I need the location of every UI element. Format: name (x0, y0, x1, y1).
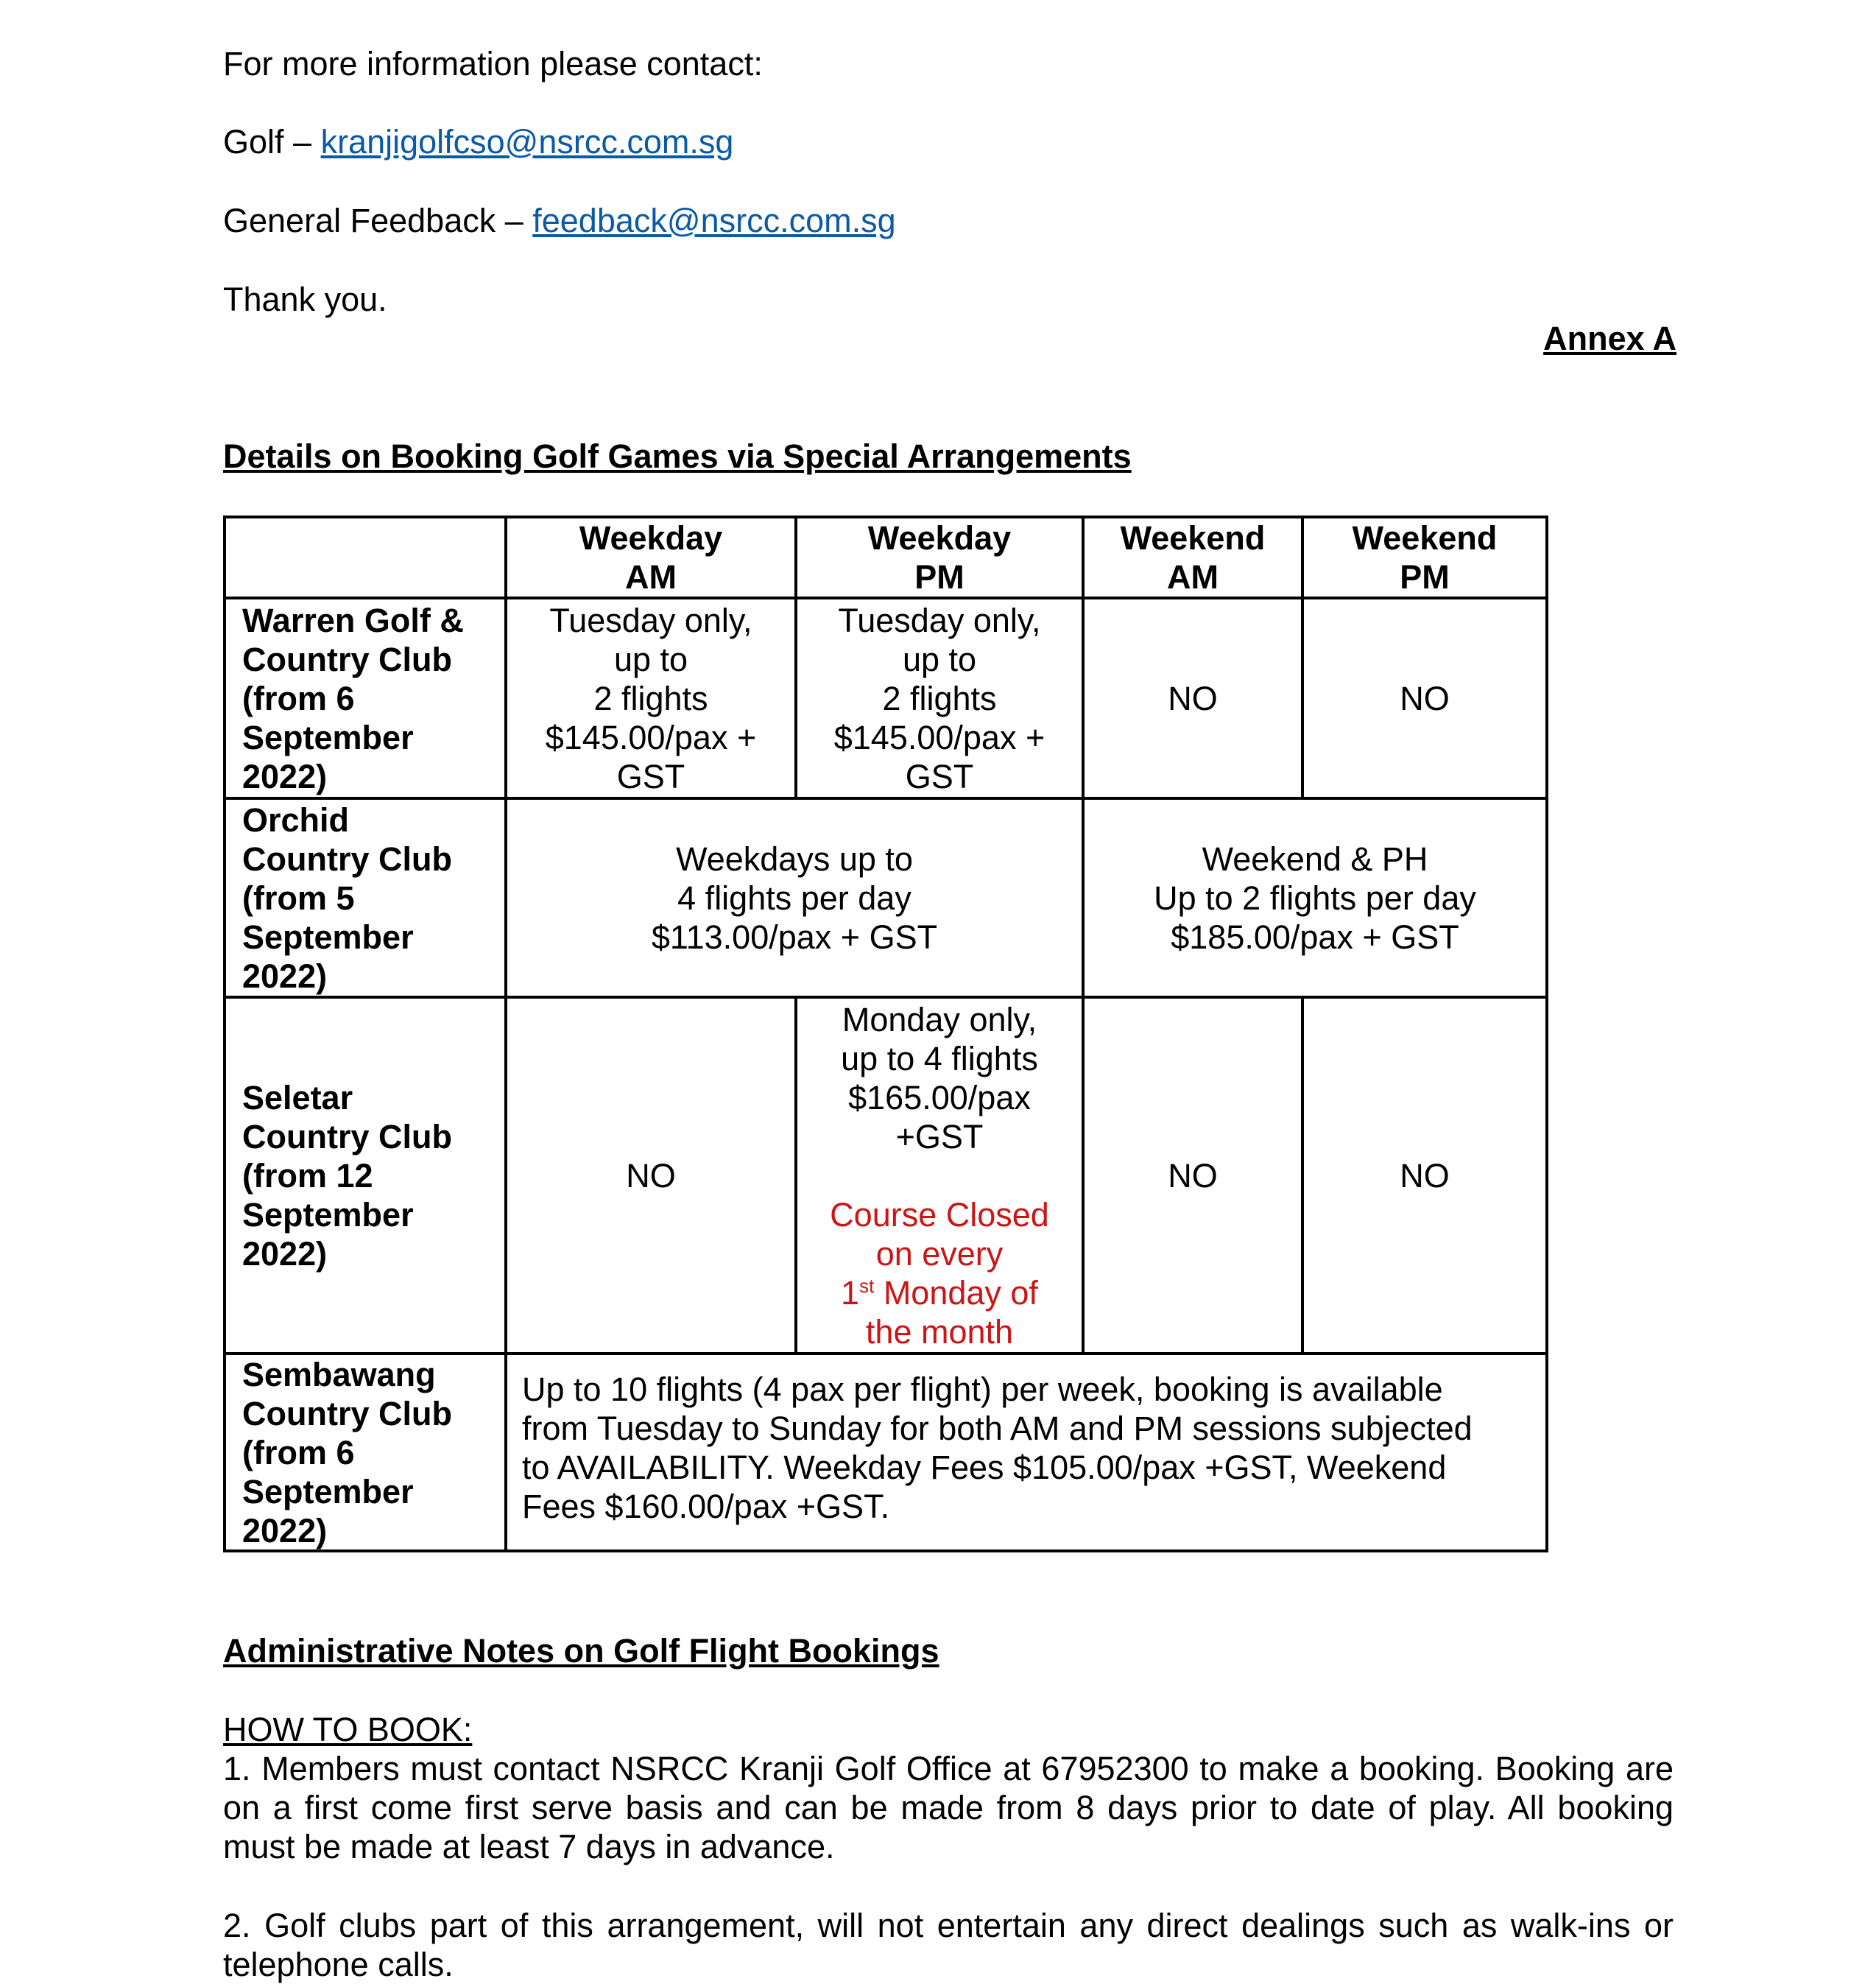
header-line: AM (1167, 558, 1219, 596)
label-line: Orchid (242, 801, 350, 839)
details-line: to AVAILABILITY. Weekday Fees $105.00/pax +GST, Weekend (522, 1449, 1447, 1486)
cell-line: +GST (895, 1117, 984, 1155)
header-line: Weekend (1120, 519, 1266, 557)
cell-line: $145.00/pax + (545, 718, 757, 756)
details-line: Up to 10 flights (4 pax per flight) per week, booking is available (522, 1371, 1443, 1408)
table-border-right (1545, 516, 1548, 1552)
golf-contact-line (223, 122, 733, 161)
feedback-contact-label: General Feedback – (223, 202, 533, 239)
orchid-weekend (1085, 800, 1545, 996)
ordinal-number: 1 (841, 1273, 860, 1312)
table-border-bottom (223, 1549, 1548, 1552)
seletar-weekend-pm: NO (1400, 1156, 1450, 1195)
ordinal-suffix: st (859, 1274, 875, 1297)
details-line: Fees $160.00/pax +GST. (522, 1488, 890, 1525)
label-line: September (242, 1472, 414, 1510)
cell-line: Tuesday only, (838, 601, 1041, 639)
cell-line: up to (902, 640, 977, 678)
golf-contact-label: Golf – (223, 123, 321, 161)
label-line: September (242, 918, 414, 956)
cell-line: up to (613, 640, 688, 678)
how-to-book-heading: HOW TO BOOK: (223, 1711, 473, 1748)
orchid-weekday (507, 800, 1082, 996)
row-label-warren (242, 599, 500, 797)
header-line: Weekend (1352, 519, 1498, 557)
header-line: AM (625, 558, 677, 596)
cell-line: $165.00/pax (848, 1078, 1031, 1116)
seletar-weekday-am: NO (626, 1156, 676, 1195)
label-line: Country Club (242, 1117, 452, 1155)
label-line: 2022) (242, 957, 328, 995)
label-line: Sembawang (242, 1355, 436, 1393)
header-weekend-pm (1304, 518, 1545, 597)
booking-table (223, 516, 1548, 1552)
warren-weekday-am (507, 599, 794, 797)
header-line: PM (914, 558, 965, 596)
cell-line: 2 flights (882, 679, 997, 717)
note-1: 1. Members must contact NSRCC Kranji Golf Office at 67952300 to make a booking. Booking are on a first come first serve basis and can be made from 8 days prior to date of play. All booking must be made at least 7 days in advance. (223, 1750, 1674, 1865)
label-line: (from 6 (242, 679, 355, 717)
header-line: PM (1400, 558, 1450, 596)
course-closed-note: on every (875, 1234, 1004, 1273)
feedback-contact-line (223, 201, 896, 240)
feedback-email-link[interactable]: feedback@nsrcc.com.sg (532, 202, 896, 239)
label-line: 2022) (242, 757, 328, 795)
row-label-orchid (242, 800, 500, 996)
details-line: from Tuesday to Sunday for both AM and PM sessions subjected (522, 1410, 1473, 1447)
cell-line: GST (616, 757, 685, 795)
warren-weekend-am: NO (1168, 679, 1218, 717)
row-label-sembawang (242, 1355, 500, 1549)
note-2: 2. Golf clubs part of this arrangement, will not entertain any direct dealings such as walk-ins or telephone calls. (223, 1907, 1674, 1983)
warren-weekday-pm (797, 599, 1082, 797)
admin-notes-title: Administrative Notes on Golf Flight Bookings (223, 1632, 939, 1670)
label-line: September (242, 718, 414, 756)
cell-line: $113.00/pax + GST (651, 918, 938, 956)
booking-details-title: Details on Booking Golf Games via Special Arrangements (223, 437, 1132, 475)
warren-weekend-pm: NO (1400, 679, 1450, 717)
cell-line: Up to 2 flights per day (1154, 879, 1476, 917)
label-line: (from 6 (242, 1433, 355, 1471)
annex-label: Annex A (1543, 320, 1676, 357)
label-line: 2022) (242, 1234, 328, 1273)
course-closed-note: the month (865, 1312, 1014, 1351)
label-line: Seletar (242, 1078, 353, 1116)
ordinal-rest: Monday of (874, 1273, 1038, 1312)
cell-line: $185.00/pax + GST (1171, 918, 1459, 956)
label-line: 2022) (242, 1511, 328, 1549)
contact-intro: For more information please contact: (223, 45, 763, 82)
label-line: Country Club (242, 1394, 452, 1432)
sembawang-details (522, 1370, 1538, 1526)
seletar-weekday-pm (797, 999, 1082, 1352)
cell-line: $145.00/pax + (833, 718, 1045, 756)
thank-you-text: Thank you. (223, 281, 387, 318)
label-line: Country Club (242, 640, 452, 678)
course-closed-note: Course Closed (830, 1195, 1049, 1234)
header-line: Weekday (579, 519, 723, 557)
label-line: Warren Golf & (242, 601, 464, 639)
golf-email-link[interactable]: kranjigolfcso@nsrcc.com.sg (320, 123, 734, 161)
row-label-seletar (242, 999, 500, 1352)
cell-line: up to 4 flights (841, 1039, 1038, 1077)
cell-line: GST (905, 757, 974, 795)
cell-line: Weekend & PH (1202, 840, 1428, 878)
label-line: September (242, 1195, 414, 1234)
header-weekday-pm (797, 518, 1082, 597)
seletar-weekend-am: NO (1168, 1156, 1218, 1195)
header-line: Weekday (867, 519, 1012, 557)
label-line: (from 5 (242, 879, 355, 917)
course-closed-note (841, 1273, 1038, 1312)
table-border-left (223, 516, 226, 1552)
cell-line: 4 flights per day (677, 879, 911, 917)
cell-line: 2 flights (593, 679, 708, 717)
header-weekend-am (1085, 518, 1301, 597)
cell-line: Weekdays up to (676, 840, 913, 878)
header-weekday-am (507, 518, 794, 597)
cell-line: Monday only, (842, 1000, 1037, 1038)
label-line: (from 12 (242, 1156, 373, 1195)
label-line: Country Club (242, 840, 452, 878)
cell-line: Tuesday only, (549, 601, 752, 639)
